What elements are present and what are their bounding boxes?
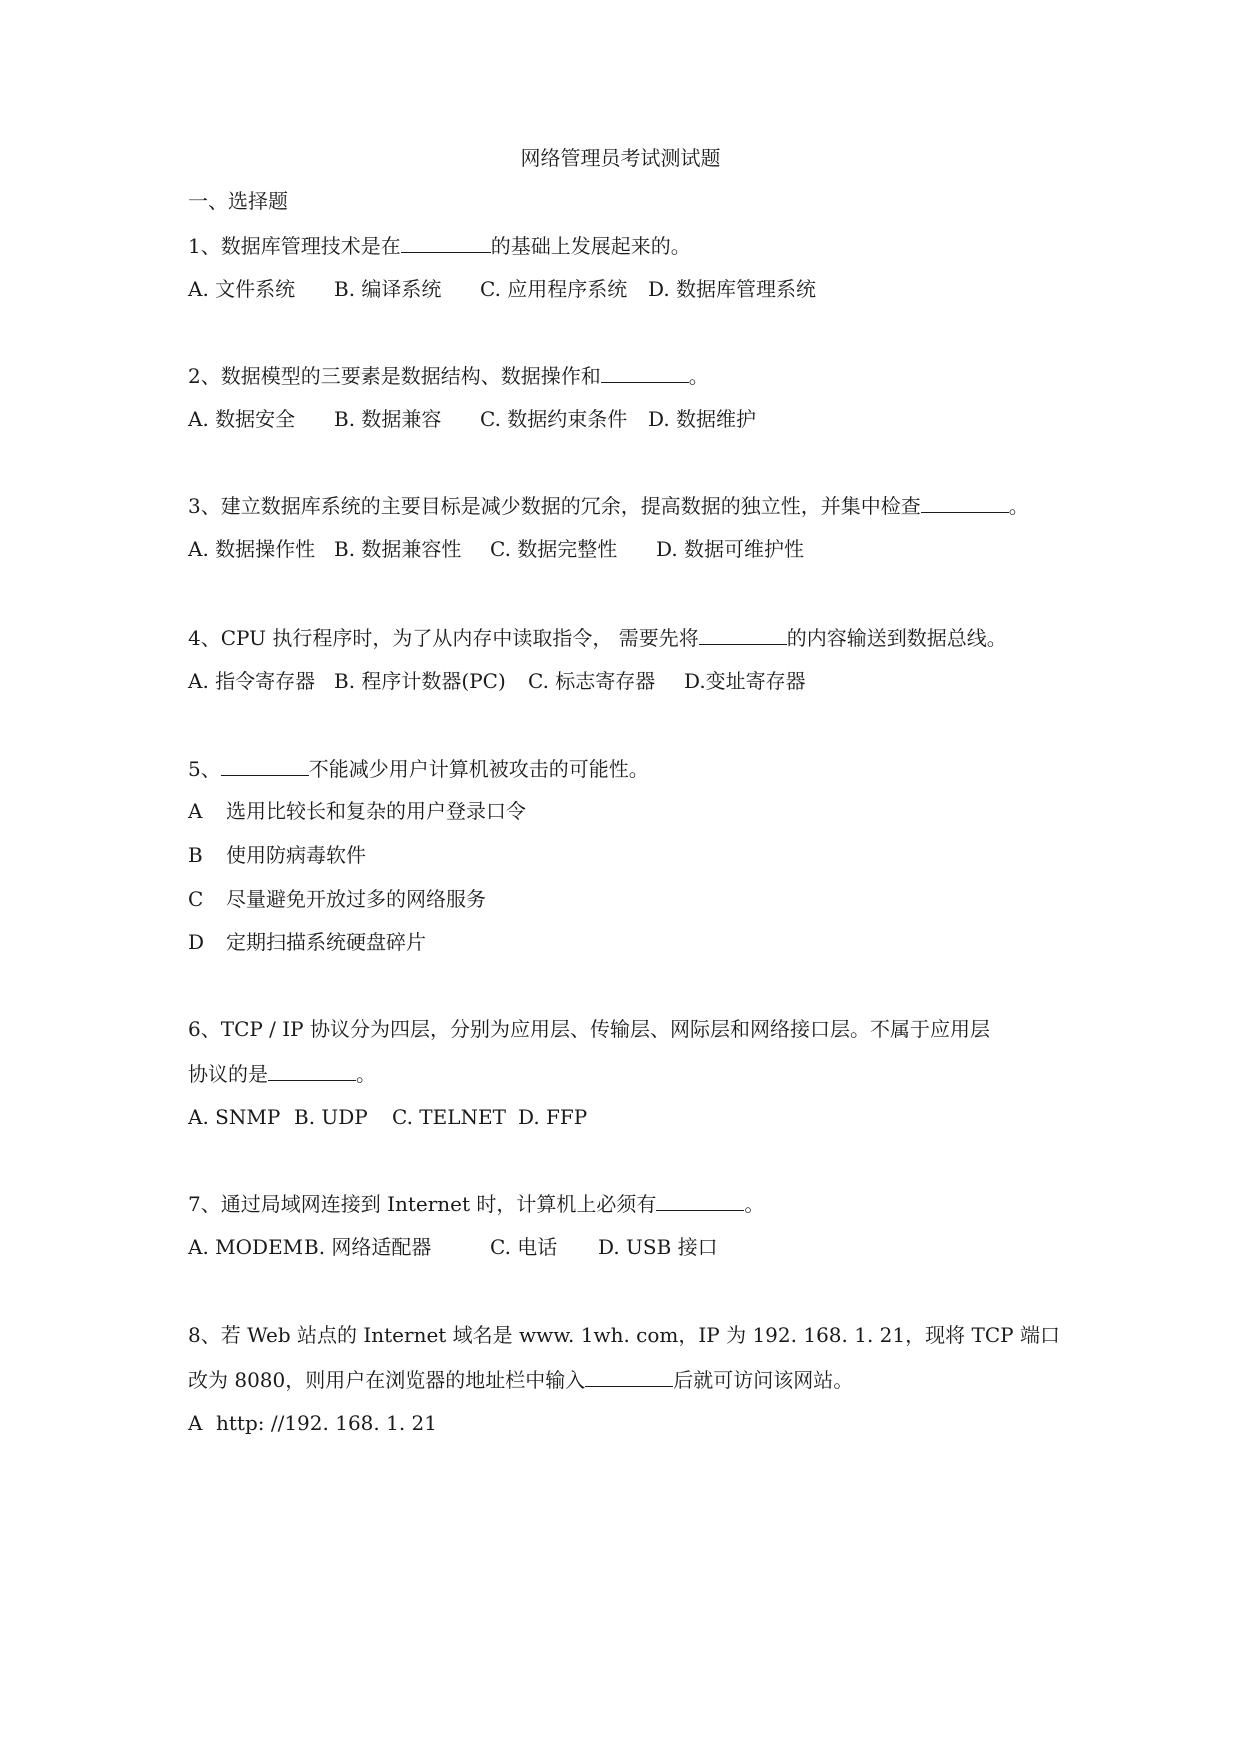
option-c: C. 数据约束条件: [480, 407, 628, 431]
option-letter: B: [188, 843, 203, 867]
question-text: 。: [744, 1192, 765, 1216]
option-d: D. 数据库管理系统: [648, 277, 817, 301]
question-text: 不能减少用户计算机被攻击的可能性。: [308, 757, 649, 781]
option-text: 选用比较长和复杂的用户登录口令: [226, 799, 526, 823]
option-c: C. 数据完整性: [490, 537, 618, 561]
answer-blank: [601, 362, 689, 383]
answer-blank: [585, 1366, 673, 1387]
option-text: http: //192. 168. 1. 21: [216, 1411, 437, 1435]
option-d: D.变址寄存器: [684, 669, 806, 693]
option-text: 尽量避免开放过多的网络服务: [226, 887, 486, 911]
option-text: 定期扫描系统硬盘碎片: [226, 930, 426, 954]
option-d: D. USB 接口: [598, 1235, 718, 1259]
question-8-line-2: [188, 1366, 853, 1393]
option-a: A. 指令寄存器: [188, 669, 316, 693]
option-a: A. SNMP: [188, 1105, 281, 1129]
option-text: 使用防病毒软件: [226, 843, 366, 867]
question-text: 。: [1008, 494, 1029, 518]
question-text: 3、建立数据库系统的主要目标是减少数据的冗余，提高数据的独立性，并集中检查: [188, 494, 921, 518]
option-letter: D: [188, 930, 205, 954]
question-text: 。: [688, 364, 709, 388]
question-8-line-1: 8、若 Web 站点的 Internet 域名是 www. 1wh. com，IP 为 192. 168. 1. 21，现将 TCP 端口: [188, 1323, 1060, 1347]
question-6-line-1: 6、TCP / IP 协议分为四层，分别为应用层、传输层、网际层和网络接口层。不属于应用层: [188, 1017, 990, 1041]
option-letter: A: [188, 799, 203, 823]
question-text: 。: [356, 1062, 376, 1086]
option-c: C. 应用程序系统: [480, 277, 628, 301]
question-text: 5、: [188, 757, 221, 781]
option-a: A. 数据安全: [188, 407, 296, 431]
option-b: B. 数据兼容性: [334, 537, 462, 561]
question-text: 改为 8080，则用户在浏览器的地址栏中输入: [188, 1368, 586, 1392]
option-letter: C: [188, 887, 204, 911]
option-c: C. TELNET: [392, 1105, 506, 1129]
question-text: 的内容输送到数据总线。: [786, 626, 1007, 650]
question-4: [188, 624, 1007, 651]
question-1: [188, 232, 691, 259]
question-text: 协议的是: [188, 1062, 268, 1086]
question-3: [188, 492, 1029, 519]
question-7: [188, 1190, 764, 1217]
option-a: A. MODEM: [188, 1235, 304, 1259]
question-text: 后就可访问该网站。: [673, 1368, 854, 1392]
option-d: D. FFP: [518, 1105, 588, 1129]
answer-blank: [268, 1060, 356, 1081]
option-letter: A: [188, 1411, 203, 1435]
answer-blank: [656, 1190, 744, 1211]
section-heading: 一、选择题: [188, 189, 288, 213]
question-text: 1、数据库管理技术是在: [188, 234, 401, 258]
option-b: B. 数据兼容: [334, 407, 442, 431]
option-b: B. 编译系统: [334, 277, 442, 301]
page-title: 网络管理员考试测试题: [520, 146, 721, 170]
option-b: B. UDP: [294, 1105, 368, 1129]
option-b: B. 程序计数器(PC): [334, 669, 506, 693]
question-5: [188, 755, 649, 782]
question-2: [188, 362, 709, 389]
question-text: 7、通过局域网连接到 Internet 时，计算机上必须有: [188, 1192, 657, 1216]
option-c: C. 电话: [490, 1235, 558, 1259]
option-d: D. 数据可维护性: [656, 537, 805, 561]
option-b: B. 网络适配器: [304, 1235, 432, 1259]
question-text: 的基础上发展起来的。: [490, 234, 691, 258]
question-6-line-2: [188, 1060, 376, 1087]
option-a: A. 数据操作性: [188, 537, 316, 561]
option-d: D. 数据维护: [648, 407, 757, 431]
answer-blank: [401, 232, 491, 253]
option-c: C. 标志寄存器: [528, 669, 656, 693]
answer-blank: [921, 492, 1009, 513]
question-text: 2、数据模型的三要素是数据结构、数据操作和: [188, 364, 601, 388]
answer-blank: [221, 755, 309, 776]
question-text: 4、CPU 执行程序时，为了从内存中读取指令， 需要先将: [188, 626, 699, 650]
option-a: A. 文件系统: [188, 277, 296, 301]
answer-blank: [699, 624, 787, 645]
